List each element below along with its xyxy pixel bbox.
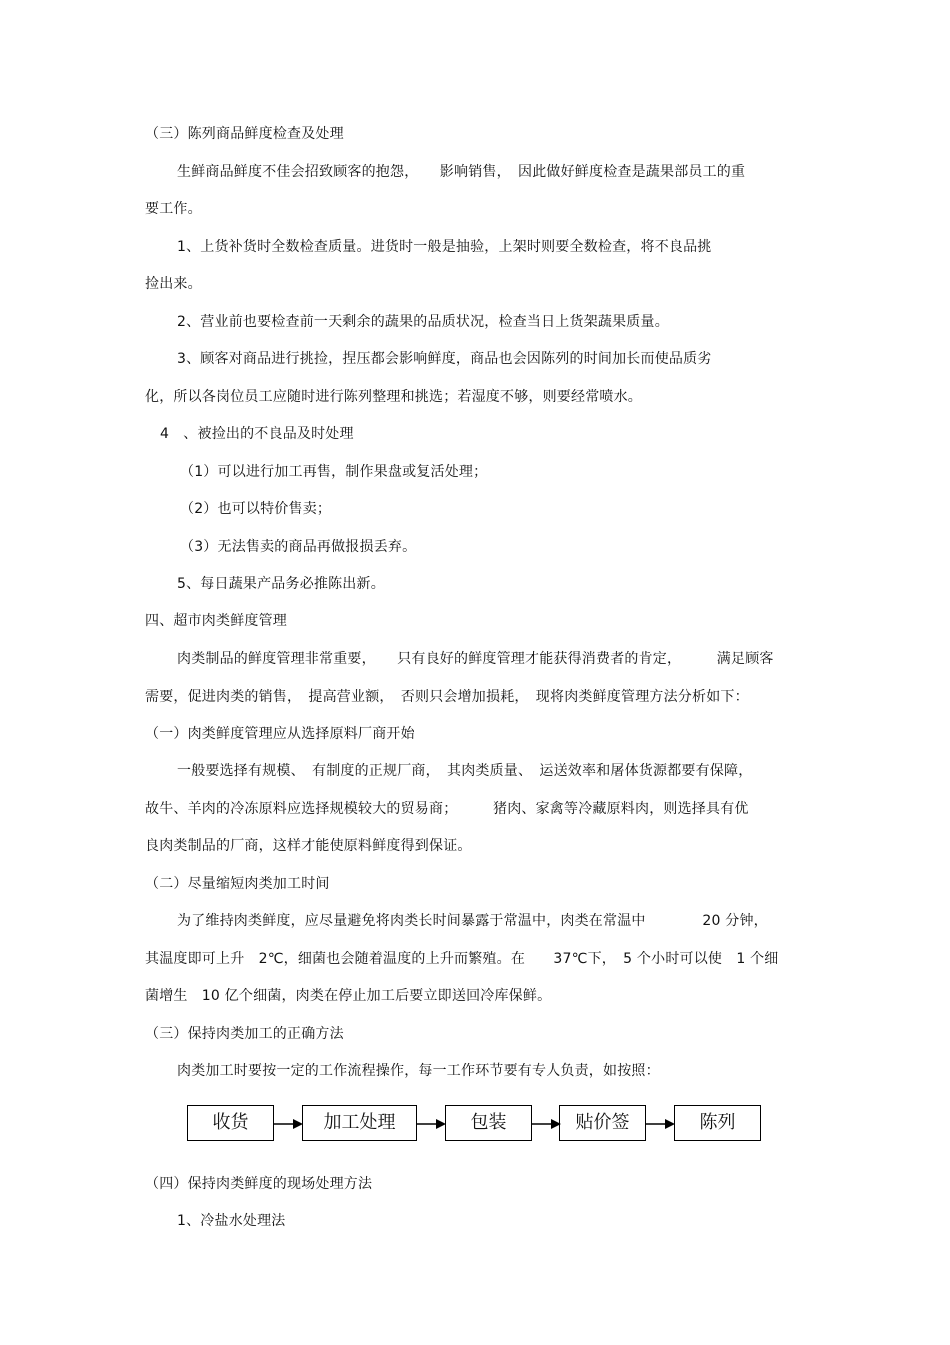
sub-list-item: （3）无法售卖的商品再做报损丢弃。 — [180, 539, 417, 555]
flow-step-receive: 收货 — [187, 1105, 274, 1141]
sub-list-item: （2）也可以特价售卖； — [180, 501, 332, 517]
arrow-right-icon — [531, 1115, 561, 1133]
paragraph-line: 菌增生 10 亿个细菌，肉类在停止加工后要立即送回冷库保鲜。 — [145, 988, 552, 1004]
section-heading: （三）陈列商品鲜度检查及处理 — [145, 126, 344, 142]
list-item: 1、冷盐水处理法 — [177, 1213, 286, 1229]
section-heading: （一）肉类鲜度管理应从选择原料厂商开始 — [145, 726, 415, 742]
flow-step-label-price: 贴价签 — [559, 1105, 646, 1141]
paragraph-line: 其温度即可上升 2℃，细菌也会随着温度的上升而繁殖。在 37℃下， 5 个小时可以使 1 个细 — [145, 951, 779, 967]
paragraph-line: 化，所以各岗位员工应随时进行陈列整理和挑选；若湿度不够，则要经常喷水。 — [145, 389, 642, 405]
flow-step-package: 包装 — [445, 1105, 532, 1141]
list-item: 3、顾客对商品进行挑捡，捏压都会影响鲜度，商品也会因陈列的时间加长而使品质劣 — [177, 351, 712, 367]
sub-list-item: （1）可以进行加工再售，制作果盘或复活处理； — [180, 464, 488, 480]
paragraph-line: 需要，促进肉类的销售， 提高营业额， 否则只会增加损耗， 现将肉类鲜度管理方法分析如下： — [145, 689, 749, 705]
arrow-right-icon — [416, 1115, 446, 1133]
paragraph-line: 为了维持肉类鲜度，应尽量避免将肉类长时间暴露于常温中，肉类在常温中 20 分钟， — [177, 913, 768, 929]
list-item: 1、上货补货时全数检查质量。进货时一般是抽验，上架时则要全数检查，将不良品挑 — [177, 239, 712, 255]
paragraph-line: 肉类制品的鲜度管理非常重要， 只有良好的鲜度管理才能获得消费者的肯定， 满足顾客 — [177, 651, 774, 667]
flow-step-display: 陈列 — [674, 1105, 761, 1141]
paragraph-line: 故牛、羊肉的冷冻原料应选择规模较大的贸易商； 猪肉、家禽等冷藏原料肉，则选择具有优 — [145, 801, 749, 817]
section-heading: 四、超市肉类鲜度管理 — [145, 613, 287, 629]
section-heading: （三）保持肉类加工的正确方法 — [145, 1026, 344, 1042]
list-item: 4 、被捡出的不良品及时处理 — [160, 426, 354, 442]
paragraph-line: 良肉类制品的厂商，这样才能使原料鲜度得到保证。 — [145, 838, 472, 854]
paragraph-line: 一般要选择有规模、 有制度的正规厂商， 其肉类质量、 运送效率和屠体货源都要有保障， — [177, 763, 753, 779]
section-heading: （二）尽量缩短肉类加工时间 — [145, 876, 330, 892]
section-heading: （四）保持肉类鲜度的现场处理方法 — [145, 1176, 373, 1192]
paragraph-line: 肉类加工时要按一定的工作流程操作，每一工作环节要有专人负责，如按照： — [177, 1063, 660, 1079]
arrow-right-icon — [645, 1115, 675, 1133]
paragraph-line: 要工作。 — [145, 201, 202, 217]
paragraph-line: 捡出来。 — [145, 276, 202, 292]
paragraph-line: 生鲜商品鲜度不佳会招致顾客的抱怨， 影响销售， 因此做好鲜度检查是蔬果部员工的重 — [177, 164, 746, 180]
arrow-right-icon — [273, 1115, 303, 1133]
list-item: 5、每日蔬果产品务必推陈出新。 — [177, 576, 385, 592]
flow-step-process: 加工处理 — [302, 1105, 417, 1141]
list-item: 2、营业前也要检查前一天剩余的蔬果的品质状况，检查当日上货架蔬果质量。 — [177, 314, 669, 330]
